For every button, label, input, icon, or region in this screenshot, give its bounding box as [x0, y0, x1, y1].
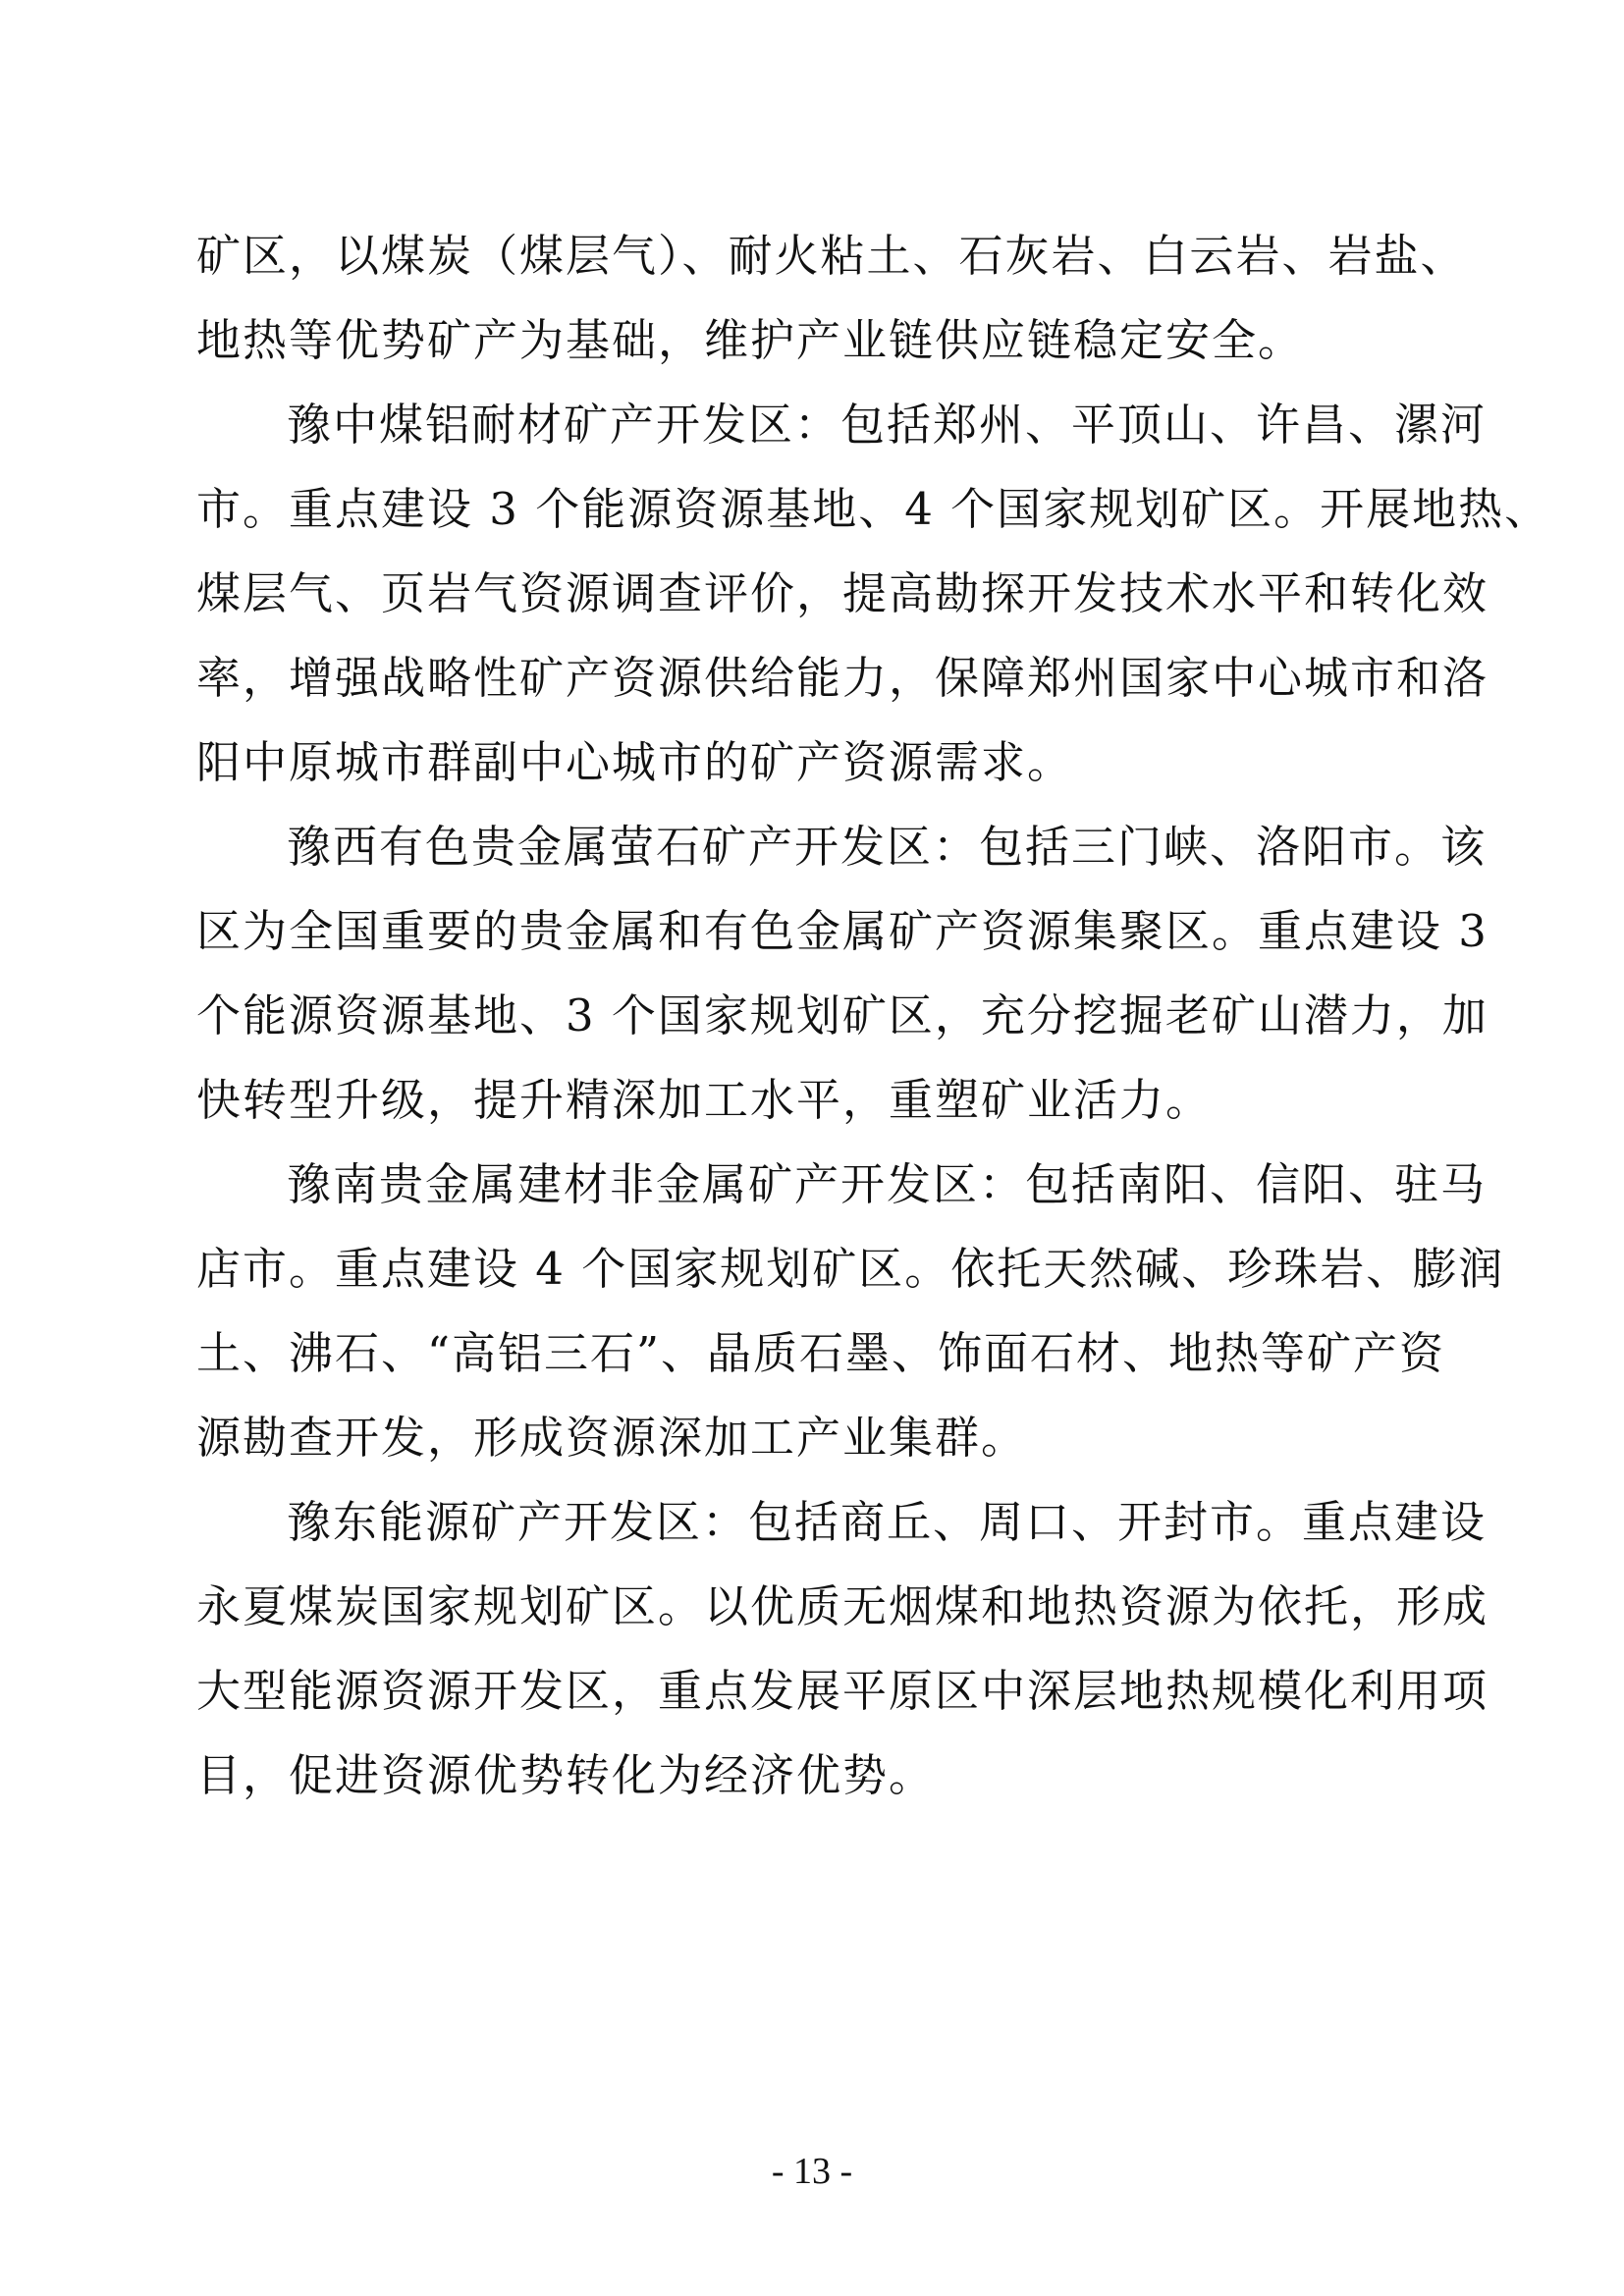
text-line: 矿区，以煤炭（煤层气）、耐火粘土、石灰岩、白云岩、岩盐、 [196, 230, 1467, 282]
page-number: - 13 - [771, 2151, 853, 2192]
paragraph-continuation [196, 214, 1467, 383]
body-text [196, 214, 1551, 1818]
text-line: 个能源资源基地、3 个国家规划矿区，充分挖掘老矿山潜力，加 [196, 989, 1489, 1041]
paragraph-yunan [196, 1143, 1505, 1480]
text-line: 率，增强战略性矿产资源供给能力，保障郑州国家中心城市和洛 [196, 652, 1489, 704]
text-run: 包括郑州、平顶山、许昌、漯河 [840, 399, 1488, 451]
text-line: 区为全国重要的贵金属和有色金属矿产资源集聚区。重点建设 3 [196, 905, 1489, 957]
text-line: 煤层气、页岩气资源调查评价，提高勘探开发技术水平和转化效 [196, 567, 1489, 619]
section-heading: 豫中煤铝耐材矿产开发区： [287, 399, 841, 451]
text-line: 源勘查开发，形成资源深加工产业集群。 [196, 1412, 1028, 1464]
text-run: 包括三门峡、洛阳市。该 [979, 821, 1488, 873]
text-line: 阳中原城市群副中心城市的矿产资源需求。 [196, 736, 1074, 788]
text-line [196, 805, 1488, 889]
text-line: 地热等优势矿产为基础，维护产业链供应链稳定安全。 [196, 314, 1305, 366]
text-line: 大型能源资源开发区，重点发展平原区中深层地热规模化利用项 [196, 1665, 1489, 1717]
text-line: 店市。重点建设 4 个国家规划矿区。依托天然碱、珍珠岩、膨润 [196, 1243, 1505, 1295]
section-heading: 豫东能源矿产开发区： [287, 1496, 749, 1548]
section-heading: 豫西有色贵金属萤石矿产开发区： [287, 821, 980, 873]
text-run: 包括商丘、周口、开封市。重点建设 [748, 1496, 1488, 1548]
text-line [196, 1480, 1488, 1565]
paragraph-yuzhong [196, 383, 1551, 805]
section-heading: 豫南贵金属建材非金属矿产开发区： [287, 1158, 1026, 1210]
text-line: 市。重点建设 3 个能源资源基地、4 个国家规划矿区。开展地热、 [196, 483, 1551, 535]
text-line: 土、沸石、“高铝三石”、晶质石墨、饰面石材、地热等矿产资 [196, 1327, 1446, 1379]
paragraph-yudong [196, 1480, 1489, 1818]
paragraph-yuxi [196, 805, 1489, 1143]
text-line: 快转型升级，提升精深加工水平，重塑矿业活力。 [196, 1074, 1213, 1126]
text-line [196, 383, 1488, 467]
text-line [196, 1143, 1488, 1227]
text-run: 包括南阳、信阳、驻马 [1025, 1158, 1488, 1210]
text-line: 目，促进资源优势转化为经济优势。 [196, 1749, 936, 1801]
text-line: 永夏煤炭国家规划矿区。以优质无烟煤和地热资源为依托，形成 [196, 1580, 1489, 1632]
